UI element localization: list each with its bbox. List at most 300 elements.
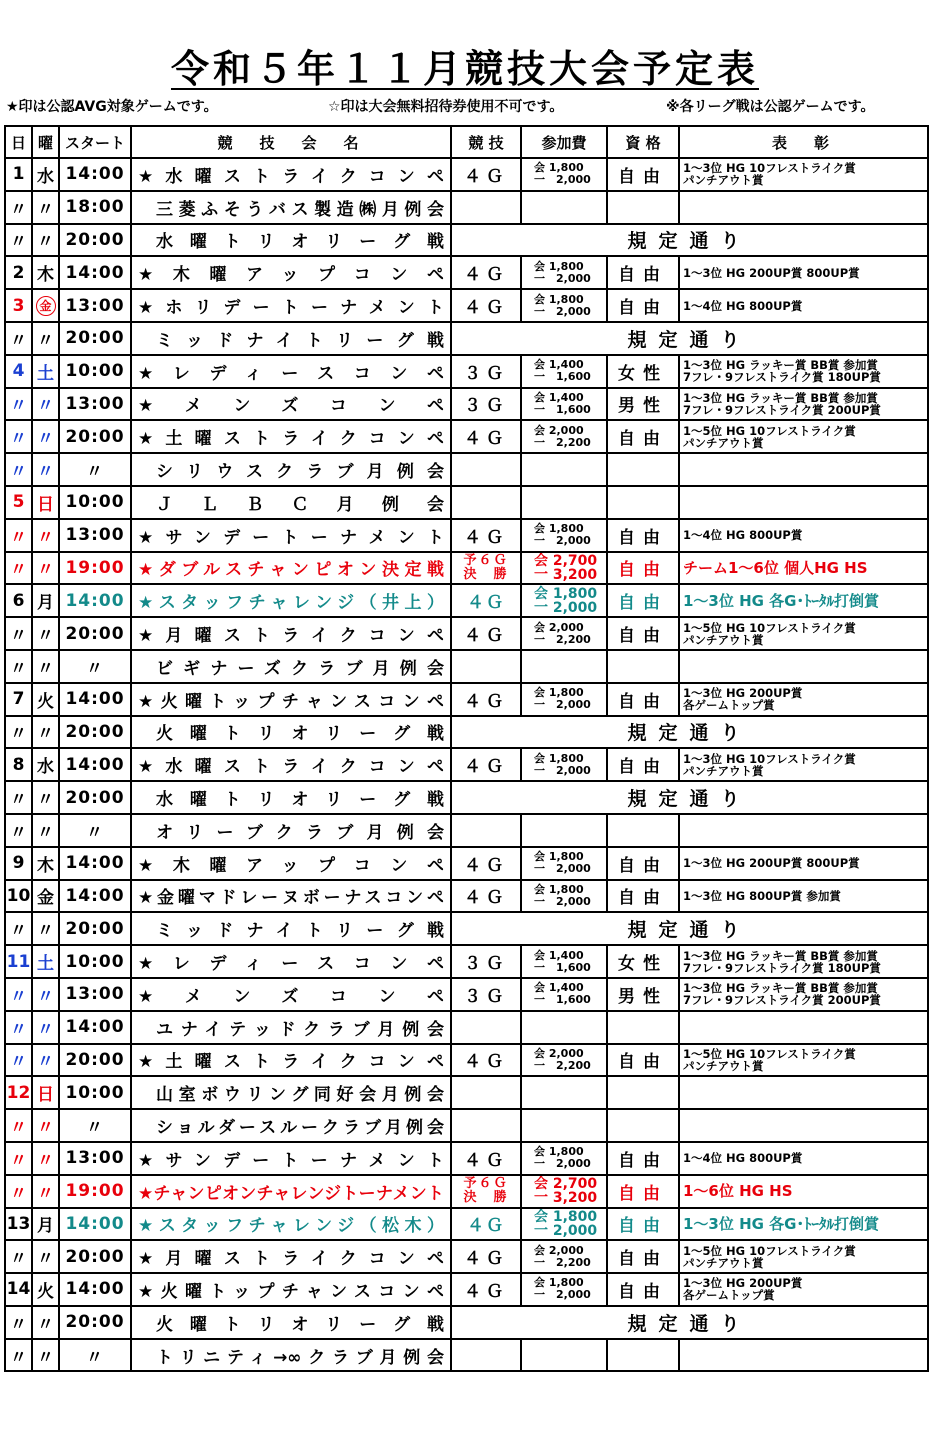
cell-award	[679, 1208, 928, 1241]
cell-weekday: 〃	[32, 322, 59, 355]
cell-day: 〃	[5, 716, 32, 749]
cell-weekday: 日	[32, 1076, 59, 1109]
award-line: 1～3位 HG 200UP賞	[683, 1276, 803, 1291]
cell-day: 〃	[5, 1011, 32, 1044]
cell-fee	[521, 1011, 607, 1044]
fee-general: 一 1,600	[534, 370, 591, 384]
cell-start-time: 14:00	[59, 1011, 131, 1044]
cell-games	[451, 552, 521, 585]
cell-start-time: 14:00	[59, 748, 131, 781]
fee-general: 一 1,600	[534, 993, 591, 1007]
cell-start-time: 20:00	[59, 617, 131, 650]
award-line: 1～4位 HG 800UP賞	[683, 528, 803, 543]
cell-start-time: 10:00	[59, 945, 131, 978]
cell-award	[679, 420, 928, 453]
award-line: 1～3位 HG 各G･ﾄｰﾀﾙ打倒賞	[683, 1214, 879, 1233]
cell-start-time: 20:00	[59, 420, 131, 453]
cell-day: 11	[5, 945, 32, 978]
fee-member: 会 2,000	[534, 620, 584, 634]
cell-games: ３Ｇ	[451, 388, 521, 421]
cell-day: 〃	[5, 1142, 32, 1175]
award-line: パンチアウト賞	[683, 435, 764, 450]
cell-qualification	[607, 1339, 679, 1372]
award-line: 7フレ・9フレストライク賞 200UP賞	[683, 993, 881, 1008]
cell-start-time: 20:00	[59, 322, 131, 355]
cell-award	[679, 814, 928, 847]
fee-member: 会 1,800	[534, 686, 584, 700]
cell-award	[679, 847, 928, 880]
cell-day: 6	[5, 584, 32, 617]
cell-weekday: 木	[32, 256, 59, 289]
cell-weekday: 〃	[32, 519, 59, 552]
cell-day: 3	[5, 289, 32, 322]
table-row	[5, 1175, 928, 1208]
cell-rules-note: 規定通り	[451, 224, 928, 257]
table-row	[5, 584, 928, 617]
cell-start-time: 13:00	[59, 519, 131, 552]
cell-weekday: 〃	[32, 224, 59, 257]
table-row	[5, 191, 928, 224]
cell-start-time: 20:00	[59, 781, 131, 814]
cell-rules-note: 規定通り	[451, 716, 928, 749]
header-award: 表 彰	[679, 126, 928, 158]
cell-games: ４Ｇ	[451, 1240, 521, 1273]
cell-games: ４Ｇ	[451, 847, 521, 880]
fee-member: 会 1,800	[534, 1276, 584, 1290]
cell-start-time: 13:00	[59, 388, 131, 421]
cell-event-name: ユナイテッドクラブ月例会	[131, 1011, 451, 1044]
cell-fee	[521, 1044, 607, 1077]
award-line: 1～3位 HG 10フレストライク賞	[683, 161, 856, 176]
cell-day: 1	[5, 158, 32, 191]
fee-member: 会 1,800	[534, 751, 584, 765]
cell-event-name: ★火曜トップチャンスコンペ	[131, 683, 451, 716]
award-line: 1～5位 HG 10フレストライク賞	[683, 620, 856, 635]
cell-start-time: 20:00	[59, 1044, 131, 1077]
table-row	[5, 552, 928, 585]
cell-games	[451, 1109, 521, 1142]
cell-qualification: 自由	[607, 420, 679, 453]
cell-games: ４Ｇ	[451, 289, 521, 322]
cell-day: 10	[5, 880, 32, 913]
award-line: 1～5位 HG 10フレストライク賞	[683, 423, 856, 438]
cell-qualification: 自由	[607, 617, 679, 650]
cell-event-name: ★水曜ストライクコンペ	[131, 158, 451, 191]
award-line: パンチアウト賞	[683, 173, 764, 188]
cell-award	[679, 683, 928, 716]
cell-start-time: 14:00	[59, 683, 131, 716]
cell-games	[451, 650, 521, 683]
cell-fee	[521, 1142, 607, 1175]
fee-member: 会 1,400	[534, 948, 584, 962]
table-row	[5, 1142, 928, 1175]
header-fee: 参加費	[521, 126, 607, 158]
header-games: 競 技	[451, 126, 521, 158]
cell-qualification	[607, 1076, 679, 1109]
table-row	[5, 1240, 928, 1273]
cell-award	[679, 617, 928, 650]
cell-fee	[521, 1109, 607, 1142]
cell-qualification: 自由	[607, 1175, 679, 1208]
cell-event-name: ★スタッフチャレンジ（井上）	[131, 584, 451, 617]
cell-event-name: オリーブクラブ月例会	[131, 814, 451, 847]
cell-fee	[521, 584, 607, 617]
games-line: 予６Ｇ	[463, 1176, 509, 1192]
games-line: 予６Ｇ	[463, 552, 509, 568]
fee-member: 会 1,800	[534, 850, 584, 864]
cell-award	[679, 486, 928, 519]
cell-event-name: 水曜トリオリーグ戦	[131, 781, 451, 814]
award-line: 1～3位 HG ラッキー賞 BB賞 参加賞	[683, 358, 878, 373]
fee-member: 会 1,800	[534, 1208, 598, 1225]
table-row	[5, 355, 928, 388]
cell-games: ４Ｇ	[451, 1044, 521, 1077]
games-line: 決 勝	[463, 566, 509, 582]
cell-start-time: 13:00	[59, 1142, 131, 1175]
cell-games: ４Ｇ	[451, 683, 521, 716]
cell-fee	[521, 650, 607, 683]
cell-weekday: 水	[32, 748, 59, 781]
cell-rules-note: 規定通り	[451, 322, 928, 355]
cell-day: 〃	[5, 1109, 32, 1142]
award-line: 7フレ・9フレストライク賞 180UP賞	[683, 370, 881, 385]
fee-general: 一 3,200	[534, 1190, 598, 1207]
cell-day: 7	[5, 683, 32, 716]
table-row	[5, 683, 928, 716]
fee-member: 会 1,800	[534, 161, 584, 175]
cell-qualification: 男性	[607, 978, 679, 1011]
fee-general: 一 2,200	[534, 1255, 591, 1269]
cell-day: 〃	[5, 1175, 32, 1208]
cell-day: 〃	[5, 519, 32, 552]
fee-general: 一 2,200	[534, 435, 591, 449]
cell-event-name: ★サンデートーナメント	[131, 519, 451, 552]
cell-fee	[521, 880, 607, 913]
award-line: 1～4位 HG 800UP賞	[683, 1151, 803, 1166]
cell-event-name: ★水曜ストライクコンペ	[131, 748, 451, 781]
cell-day: 〃	[5, 978, 32, 1011]
cell-award	[679, 1142, 928, 1175]
cell-start-time: 〃	[59, 1109, 131, 1142]
cell-qualification	[607, 814, 679, 847]
cell-start-time: 10:00	[59, 486, 131, 519]
cell-event-name: ★月曜ストライクコンペ	[131, 1240, 451, 1273]
cell-start-time: 〃	[59, 453, 131, 486]
cell-event-name: 山室ボウリング同好会月例会	[131, 1076, 451, 1109]
cell-games	[451, 1339, 521, 1372]
fee-general: 一 2,200	[534, 1058, 591, 1072]
fee-member: 会 1,400	[534, 358, 584, 372]
fee-member: 会 1,800	[534, 585, 598, 602]
award-line: 7フレ・9フレストライク賞 200UP賞	[683, 402, 881, 417]
cell-qualification: 自由	[607, 519, 679, 552]
cell-games: ４Ｇ	[451, 1208, 521, 1241]
cell-weekday: 金	[32, 880, 59, 913]
cell-start-time: 14:00	[59, 847, 131, 880]
cell-award	[679, 1044, 928, 1077]
cell-weekday: 〃	[32, 1240, 59, 1273]
cell-weekday: 〃	[32, 1339, 59, 1372]
table-row	[5, 224, 928, 257]
cell-games	[451, 453, 521, 486]
fee-general: 一 2,000	[534, 271, 591, 285]
award-line: 1～3位 HG ラッキー賞 BB賞 参加賞	[683, 948, 878, 963]
award-line: 1～3位 HG 200UP賞 800UP賞	[683, 856, 860, 871]
cell-event-name: ★チャンピオンチャレンジトーナメント	[131, 1175, 451, 1208]
cell-games	[451, 814, 521, 847]
cell-weekday	[32, 289, 59, 322]
cell-award	[679, 388, 928, 421]
cell-start-time: 14:00	[59, 158, 131, 191]
fee-member: 会 2,000	[534, 1046, 584, 1060]
cell-fee	[521, 748, 607, 781]
cell-day: 13	[5, 1208, 32, 1241]
cell-games: ４Ｇ	[451, 158, 521, 191]
cell-qualification: 自由	[607, 847, 679, 880]
cell-weekday: 土	[32, 355, 59, 388]
cell-event-name: ミッドナイトリーグ戦	[131, 912, 451, 945]
cell-event-name: ★木曜アップコンペ	[131, 256, 451, 289]
cell-games	[451, 1175, 521, 1208]
cell-event-name: ★ホリデートーナメント	[131, 289, 451, 322]
cell-weekday: 月	[32, 1208, 59, 1241]
cell-day: 14	[5, 1273, 32, 1306]
cell-event-name: シリウスクラブ月例会	[131, 453, 451, 486]
table-header	[5, 126, 928, 158]
cell-games: ４Ｇ	[451, 617, 521, 650]
fee-member: 会 2,000	[534, 1243, 584, 1257]
fee-member: 会 2,700	[534, 552, 598, 569]
award-line: チーム1～6位 個人HG HS	[683, 558, 868, 577]
cell-event-name: ★スタッフチャレンジ（松木）	[131, 1208, 451, 1241]
cell-award	[679, 289, 928, 322]
table-row	[5, 1011, 928, 1044]
fee-general: 一 2,000	[534, 534, 591, 548]
table-row	[5, 519, 928, 552]
award-line: 1～4位 HG 800UP賞	[683, 298, 803, 313]
cell-qualification: 自由	[607, 584, 679, 617]
table-row	[5, 289, 928, 322]
fee-member: 会 1,400	[534, 981, 584, 995]
cell-start-time: 20:00	[59, 1240, 131, 1273]
cell-award	[679, 1240, 928, 1273]
cell-day: 〃	[5, 1240, 32, 1273]
cell-weekday: 〃	[32, 1142, 59, 1175]
cell-qualification: 自由	[607, 683, 679, 716]
award-line: パンチアウト賞	[683, 1058, 764, 1073]
table-row	[5, 781, 928, 814]
cell-award	[679, 748, 928, 781]
cell-qualification: 男性	[607, 388, 679, 421]
cell-weekday: 木	[32, 847, 59, 880]
cell-start-time: 10:00	[59, 1076, 131, 1109]
cell-games	[451, 1076, 521, 1109]
cell-day: 〃	[5, 453, 32, 486]
cell-fee	[521, 420, 607, 453]
cell-qualification: 自由	[607, 158, 679, 191]
cell-award	[679, 355, 928, 388]
cell-qualification: 自由	[607, 1273, 679, 1306]
cell-games: ４Ｇ	[451, 584, 521, 617]
award-line: パンチアウト賞	[683, 1255, 764, 1270]
cell-day: 〃	[5, 1044, 32, 1077]
fee-general: 一 1,600	[534, 402, 591, 416]
cell-award	[679, 1076, 928, 1109]
cell-event-name: ★土曜ストライクコンペ	[131, 420, 451, 453]
cell-rules-note: 規定通り	[451, 912, 928, 945]
table-row	[5, 1339, 928, 1372]
cell-day: 〃	[5, 650, 32, 683]
cell-qualification: 自由	[607, 289, 679, 322]
cell-fee	[521, 388, 607, 421]
cell-award	[679, 191, 928, 224]
table-row	[5, 1076, 928, 1109]
table-row	[5, 748, 928, 781]
table-row	[5, 158, 928, 191]
fee-general: 一 2,000	[534, 763, 591, 777]
cell-start-time: 14:00	[59, 584, 131, 617]
cell-fee	[521, 519, 607, 552]
cell-fee	[521, 289, 607, 322]
cell-event-name: ★ダブルスチャンピオン決定戦	[131, 552, 451, 585]
cell-start-time: 〃	[59, 814, 131, 847]
cell-fee	[521, 453, 607, 486]
cell-event-name: ショルダースルークラブ月例会	[131, 1109, 451, 1142]
cell-day: 〃	[5, 552, 32, 585]
award-line: 各ゲームトップ賞	[683, 1288, 775, 1303]
cell-games: ４Ｇ	[451, 1273, 521, 1306]
cell-weekday: 火	[32, 683, 59, 716]
award-line: 1～6位 HG HS	[683, 1182, 793, 1201]
cell-weekday: 〃	[32, 552, 59, 585]
cell-event-name: ★木曜アップコンペ	[131, 847, 451, 880]
cell-day: 8	[5, 748, 32, 781]
cell-start-time: 20:00	[59, 716, 131, 749]
cell-fee	[521, 617, 607, 650]
cell-games	[451, 486, 521, 519]
cell-award	[679, 880, 928, 913]
cell-start-time: 19:00	[59, 552, 131, 585]
cell-fee	[521, 158, 607, 191]
cell-award	[679, 1273, 928, 1306]
cell-day: 2	[5, 256, 32, 289]
fee-member: 会 2,000	[534, 423, 584, 437]
cell-games: ４Ｇ	[451, 748, 521, 781]
cell-start-time: 13:00	[59, 289, 131, 322]
cell-fee	[521, 552, 607, 585]
cell-event-name: ★サンデートーナメント	[131, 1142, 451, 1175]
award-line: 1～3位 HG 10フレストライク賞	[683, 751, 856, 766]
cell-award	[679, 519, 928, 552]
fee-member: 会 1,400	[534, 390, 584, 404]
cell-fee	[521, 1076, 607, 1109]
cell-qualification: 自由	[607, 1044, 679, 1077]
cell-fee	[521, 1339, 607, 1372]
cell-weekday: 〃	[32, 1044, 59, 1077]
fee-member: 会 1,800	[534, 259, 584, 273]
cell-qualification	[607, 486, 679, 519]
cell-day: 〃	[5, 912, 32, 945]
cell-qualification	[607, 1011, 679, 1044]
cell-award	[679, 945, 928, 978]
cell-event-name: 火曜トリオリーグ戦	[131, 716, 451, 749]
cell-weekday: 月	[32, 584, 59, 617]
cell-games: ４Ｇ	[451, 880, 521, 913]
cell-day: 4	[5, 355, 32, 388]
cell-start-time: 18:00	[59, 191, 131, 224]
cell-games: ４Ｇ	[451, 256, 521, 289]
award-line: パンチアウト賞	[683, 763, 764, 778]
award-line: 1～3位 HG 800UP賞 参加賞	[683, 888, 841, 903]
fee-general: 一 2,000	[534, 698, 591, 712]
cell-fee	[521, 1208, 607, 1241]
cell-fee	[521, 814, 607, 847]
fee-member: 会 2,700	[534, 1176, 598, 1193]
cell-event-name: ＪＬＢＣ月例会	[131, 486, 451, 519]
cell-fee	[521, 191, 607, 224]
award-line: 1～3位 HG ラッキー賞 BB賞 参加賞	[683, 390, 878, 405]
cell-fee	[521, 256, 607, 289]
cell-award	[679, 453, 928, 486]
cell-games: ３Ｇ	[451, 978, 521, 1011]
cell-weekday: 火	[32, 1273, 59, 1306]
award-line: パンチアウト賞	[683, 632, 764, 647]
cell-rules-note: 規定通り	[451, 781, 928, 814]
cell-start-time: 20:00	[59, 224, 131, 257]
cell-weekday: 土	[32, 945, 59, 978]
cell-qualification: 自由	[607, 1142, 679, 1175]
table-row	[5, 486, 928, 519]
fee-member: 会 1,800	[534, 292, 584, 306]
cell-event-name: ★メンズコンペ	[131, 388, 451, 421]
cell-event-name: ★メンズコンペ	[131, 978, 451, 1011]
cell-games	[451, 191, 521, 224]
cell-start-time: 13:00	[59, 978, 131, 1011]
cell-weekday: 〃	[32, 453, 59, 486]
cell-weekday: 〃	[32, 388, 59, 421]
cell-qualification	[607, 191, 679, 224]
cell-day: 9	[5, 847, 32, 880]
cell-day: 5	[5, 486, 32, 519]
cell-qualification: 自由	[607, 1208, 679, 1241]
cell-weekday: 〃	[32, 650, 59, 683]
award-line: 1～3位 HG 200UP賞 800UP賞	[683, 265, 860, 280]
header-weekday: 曜	[32, 126, 59, 158]
table-row	[5, 420, 928, 453]
cell-award	[679, 256, 928, 289]
cell-event-name: ★月曜ストライクコンペ	[131, 617, 451, 650]
header-qualification: 資 格	[607, 126, 679, 158]
cell-award	[679, 978, 928, 1011]
fee-general: 一 1,600	[534, 960, 591, 974]
cell-start-time: 20:00	[59, 912, 131, 945]
fee-member: 会 1,800	[534, 1145, 584, 1159]
cell-qualification	[607, 453, 679, 486]
table-row	[5, 814, 928, 847]
cell-games	[451, 1011, 521, 1044]
cell-games: ３Ｇ	[451, 945, 521, 978]
cell-day: 〃	[5, 388, 32, 421]
cell-start-time: 19:00	[59, 1175, 131, 1208]
cell-day: 〃	[5, 1306, 32, 1339]
fee-general: 一 2,000	[534, 304, 591, 318]
note-avg: ★印は公認AVG対象ゲームです。	[6, 99, 218, 115]
cell-award	[679, 1339, 928, 1372]
cell-award	[679, 1011, 928, 1044]
cell-qualification	[607, 1109, 679, 1142]
table-row	[5, 945, 928, 978]
award-line: 1～5位 HG 10フレストライク賞	[683, 1243, 856, 1258]
